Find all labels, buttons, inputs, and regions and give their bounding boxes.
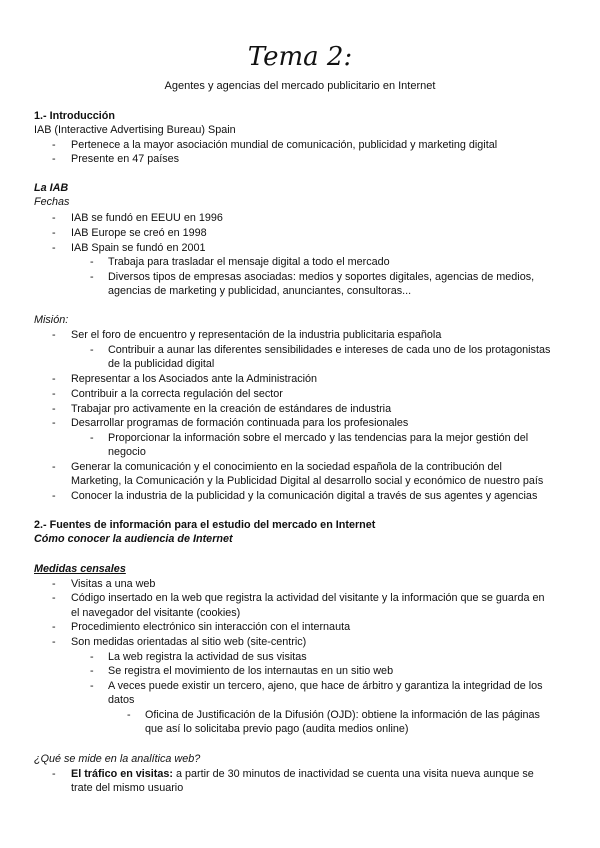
list-item: IAB Europe se creó en 1998 — [71, 227, 207, 239]
org-name: IAB (Interactive Advertising Bureau) Spain — [34, 124, 236, 136]
list-item: Procedimiento electrónico sin interacción con el internauta — [71, 621, 351, 633]
list-item: La web registra la actividad de sus visitas — [108, 651, 307, 663]
list-item: A veces puede existir un tercero, ajeno, que hace de árbitro y garantiza la integridad de los — [108, 680, 543, 692]
list-item: Trabaja para trasladar el mensaje digital a todo el mercado — [108, 256, 390, 268]
bullet-dash: - — [52, 461, 56, 473]
bullet-dash: - — [52, 242, 56, 254]
list-item: Se registra el movimiento de los internautas en un sitio web — [108, 665, 394, 677]
section-heading-introduccion: 1.- Introducción — [34, 110, 115, 122]
question-heading: ¿Qué se mide en la analítica web? — [34, 753, 201, 765]
list-item: IAB Spain se fundó en 2001 — [71, 242, 206, 254]
list-item: Proporcionar la información sobre el mercado y las tendencias para la mejor gestión del — [108, 432, 529, 444]
list-item — [71, 768, 534, 781]
list-item-continuation: datos — [108, 694, 135, 706]
section-heading-la-iab: La IAB — [34, 182, 69, 194]
list-item-continuation: Marketing, la Comunicación y la Publicidad Digital al desarrollo social y económico de nuestro país — [71, 475, 544, 487]
trafico-label: El tráfico en visitas: — [71, 768, 174, 780]
bullet-dash: - — [90, 271, 94, 283]
bullet-dash: - — [52, 373, 56, 385]
list-item: Contribuir a la correcta regulación del sector — [71, 388, 283, 400]
bullet-dash: - — [52, 329, 56, 341]
trafico-text: a partir de 30 minutos de inactividad se cuenta una visita nueva aunque se — [173, 768, 534, 780]
list-item: Presente en 47 países — [71, 153, 180, 165]
subtitle: Agentes y agencias del mercado publicitario en Internet — [164, 80, 436, 92]
list-item: Son medidas orientadas al sitio web (site-centric) — [71, 636, 307, 648]
bullet-dash: - — [52, 768, 56, 780]
bullet-dash: - — [90, 432, 94, 444]
bullet-dash: - — [90, 256, 94, 268]
bullet-dash: - — [52, 417, 56, 429]
bullet-dash: - — [52, 621, 56, 633]
list-item-continuation: agencias de marketing y publicidad, anunciantes, consultoras... — [108, 285, 412, 297]
list-item: Código insertado en la web que registra la actividad del visitante y la información que se guarda en — [71, 592, 545, 604]
mision-label: Misión: — [34, 314, 69, 326]
list-item: Trabajar pro activamente en la creación de estándares de industria — [71, 403, 392, 415]
list-item: Desarrollar programas de formación continuada para los profesionales — [71, 417, 409, 429]
bullet-dash: - — [90, 651, 94, 663]
fechas-label: Fechas — [34, 196, 70, 208]
bullet-dash: - — [52, 578, 56, 590]
list-item: Oficina de Justificación de la Difusión (OJD): obtiene la información de las páginas — [145, 709, 540, 721]
bullet-dash: - — [52, 153, 56, 165]
list-item-continuation: que así lo solicitaba previo pago (audita medios online) — [145, 723, 409, 735]
bullet-dash: - — [52, 227, 56, 239]
list-item-continuation: el navegador del visitante (cookies) — [71, 607, 241, 619]
list-item: Pertenece a la mayor asociación mundial de comunicación, publicidad y marketing digital — [71, 139, 498, 151]
section-heading-fuentes: 2.- Fuentes de información para el estudio del mercado en Internet — [34, 519, 376, 531]
list-item: Ser el foro de encuentro y representación de la industria publicitaria española — [71, 329, 442, 341]
bullet-dash: - — [52, 212, 56, 224]
list-item: Diversos tipos de empresas asociadas: medios y soportes digitales, agencias de medios, — [108, 271, 535, 283]
bullet-dash: - — [90, 344, 94, 356]
bullet-dash: - — [52, 490, 56, 502]
bullet-dash: - — [52, 139, 56, 151]
list-item: Representar a los Asociados ante la Administración — [71, 373, 318, 385]
list-item-continuation: trate del mismo usuario — [71, 782, 184, 794]
medidas-label: Medidas censales — [34, 563, 126, 575]
page-title: Tema 2: — [247, 42, 353, 72]
bullet-dash: - — [52, 403, 56, 415]
bullet-dash: - — [90, 680, 94, 692]
bullet-dash: - — [52, 592, 56, 604]
bullet-dash: - — [52, 388, 56, 400]
section-subheading: Cómo conocer la audiencia de Internet — [34, 533, 233, 545]
bullet-dash: - — [52, 636, 56, 648]
bullet-dash: - — [127, 709, 131, 721]
list-item: IAB se fundó en EEUU en 1996 — [71, 212, 223, 224]
list-item-continuation: negocio — [108, 446, 146, 458]
list-item-continuation: de la publicidad digital — [108, 358, 215, 370]
list-item: Conocer la industria de la publicidad y la comunicación digital a través de sus agentes y agencias — [71, 490, 538, 502]
list-item: Contribuir a aunar las diferentes sensibilidades e intereses de cada uno de los protagonistas — [108, 344, 551, 356]
bullet-dash: - — [90, 665, 94, 677]
list-item: Visitas a una web — [71, 578, 156, 590]
list-item: Generar la comunicación y el conocimiento en la sociedad española de la contribución del — [71, 461, 502, 473]
